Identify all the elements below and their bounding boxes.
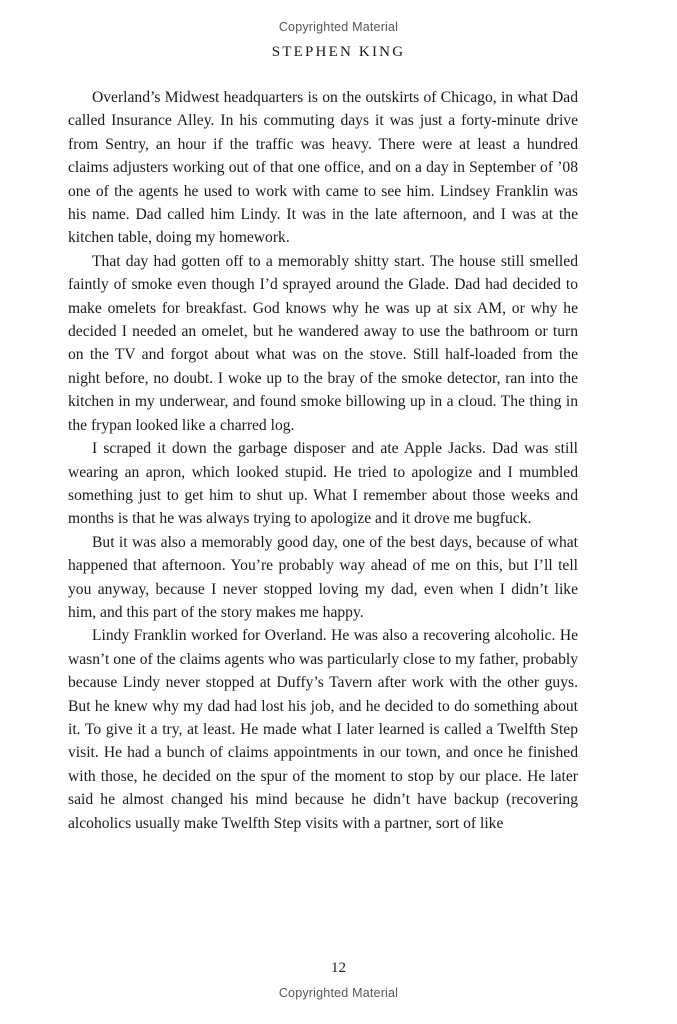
page-number: 12 — [331, 960, 346, 976]
watermark-top: Copyrighted Material — [278, 20, 399, 34]
paragraph: But it was also a memorably good day, one of the best days, because of what happened that afternoon. You’re probably way ahead of me on this, but I’ll tell you anyway, because I never stopped loving my dad, even when I didn’t like him, and this part of the story makes me happy. — [68, 533, 578, 621]
body-text — [68, 86, 578, 835]
paragraph: That day had gotten off to a memorably shitty start. The house still smelled faintly of smoke even though I’d sprayed around the Glade. Dad had decided to make omelets for breakfast. God knows why he was up at six AM, or why he decided I needed an omelet, but he wandered away to use the bathroom or turn on the TV and forgot about what was on the stove. Still half-loaded from the night before, no doubt. I woke up to the bray of the smoke detector, ran into the kitchen in my underwear, and found smoke billowing up in a cloud. The thing in the frypan looked like a charred log. — [68, 252, 578, 434]
paragraph: Lindy Franklin worked for Overland. He was also a recovering alcoholic. He wasn’t one of the claims agents who was particularly close to my father, probably because Lindy never stopped at Duffy’s Tavern after work with the other guys. But he knew why my dad had lost his job, and he decided to do something about it. To give it a try, at least. He made what I later learned is called a Twelfth Step visit. He had a bunch of claims appointments in our town, and once he finished with those, he decided on the spur of the moment to stop by our place. He later said he almost changed his mind because he didn’t have backup (recovering alcoholics usually make Twelfth Step visits with a partner, sort of like — [68, 627, 578, 832]
watermark-bottom: Copyrighted Material — [278, 986, 399, 1000]
running-head: STEPHEN KING — [271, 44, 406, 60]
paragraph: Overland’s Midwest headquarters is on the outskirts of Chicago, in what Dad called Insurance Alley. In his commuting days it was just a forty-minute drive from Sentry, an hour if the traffic was heavy. There were at least a hundred claims adjusters working out of that one office, and on a day in September of ’08 one of the agents he used to work with came to see him. Lindsey Franklin was his name. Dad called him Lindy. It was in the late afternoon, and I was at the kitchen table, doing my homework. — [68, 89, 578, 247]
paragraph: I scraped it down the garbage disposer and ate Apple Jacks. Dad was still wearing an apron, which looked stupid. He tried to apologize and I mumbled something just to get him to shut up. What I remember about those weeks and months is that he was always trying to apologize and it drove me bugfuck. — [68, 440, 578, 528]
